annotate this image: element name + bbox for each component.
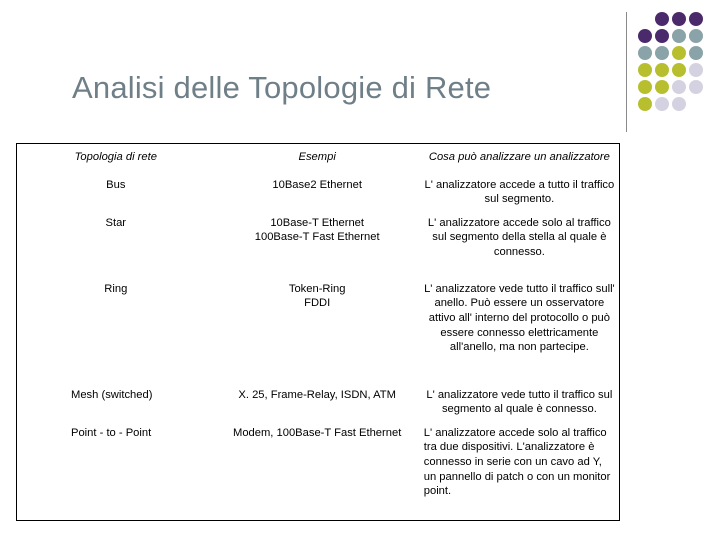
example-line: X. 25, Frame-Relay, ISDN, ATM [238, 388, 396, 401]
decor-dot [638, 46, 652, 60]
cell-analysis: L' analizzatore accede solo al traffico tra due dispositivi. L'analizzatore è connesso in serie con un cavo ad Y, un pannello di patch o con un monitor point. [423, 426, 611, 498]
cell-examples [215, 212, 420, 278]
table-row [17, 278, 620, 384]
cell-topology: Ring [104, 282, 128, 295]
decor-dot [638, 97, 652, 111]
header-analysis: Cosa può analizzare un analizzatore [428, 151, 610, 163]
decor-dot [672, 29, 686, 43]
cell-analysis: L' analizzatore vede tutto il traffico sull' anello. Può essere un osservatore attivo all' interno del protocollo o può essere connesso elettricamente all'anello, ma non partecipe. [424, 282, 615, 354]
decor-dot-grid [636, 12, 720, 122]
table-row [17, 174, 620, 212]
decor-dot [689, 63, 703, 77]
decor-dot [655, 12, 669, 26]
header-examples: Esempi [298, 151, 336, 163]
table-header-row [17, 144, 620, 174]
example-line: Token-Ring [288, 282, 346, 295]
topology-table [16, 143, 620, 521]
decor-dot [689, 46, 703, 60]
decor-dot [655, 97, 669, 111]
header-topology: Topologia di rete [74, 151, 157, 163]
decor-dot [655, 80, 669, 94]
decor-dot [689, 80, 703, 94]
cell-examples [215, 278, 420, 384]
decor-dot [689, 12, 703, 26]
cell-topology: Mesh (switched) [71, 388, 153, 401]
cell-examples [215, 422, 420, 521]
example-line: Modem, 100Base-T Fast Ethernet [233, 426, 402, 439]
decor-dot [638, 63, 652, 77]
decor-dot [655, 63, 669, 77]
example-line: 10Base2 Ethernet [272, 178, 362, 191]
cell-topology: Point - to - Point [71, 426, 152, 439]
decor-dot [672, 97, 686, 111]
decor-dot [655, 29, 669, 43]
table-row [17, 422, 620, 521]
cell-examples [215, 174, 420, 212]
decor-dot [672, 63, 686, 77]
decor-dot [638, 29, 652, 43]
cell-examples [215, 384, 420, 422]
cell-analysis: L' analizzatore accede a tutto il traffico sul segmento. [424, 178, 615, 206]
decor-dot [672, 46, 686, 60]
example-line: 100Base-T Fast Ethernet [254, 231, 380, 244]
decor-dot [638, 80, 652, 94]
decor-dot [655, 46, 669, 60]
cell-topology: Bus [106, 178, 126, 191]
slide-title: Analisi delle Topologie di Rete [72, 70, 492, 105]
decor-dot [672, 12, 686, 26]
example-line: 10Base-T Ethernet [270, 216, 365, 229]
cell-topology: Star [105, 216, 127, 229]
cell-analysis: L' analizzatore accede solo al traffico sul segmento della stella al quale è connesso. [427, 216, 611, 259]
decor-dot [689, 29, 703, 43]
example-line: FDDI [304, 297, 331, 310]
table-row [17, 384, 620, 422]
table-row [17, 212, 620, 278]
decor-dot [672, 80, 686, 94]
decor-divider-line [626, 12, 627, 132]
cell-analysis: L' analizzatore vede tutto il traffico sul segmento al quale è connesso. [426, 388, 613, 416]
